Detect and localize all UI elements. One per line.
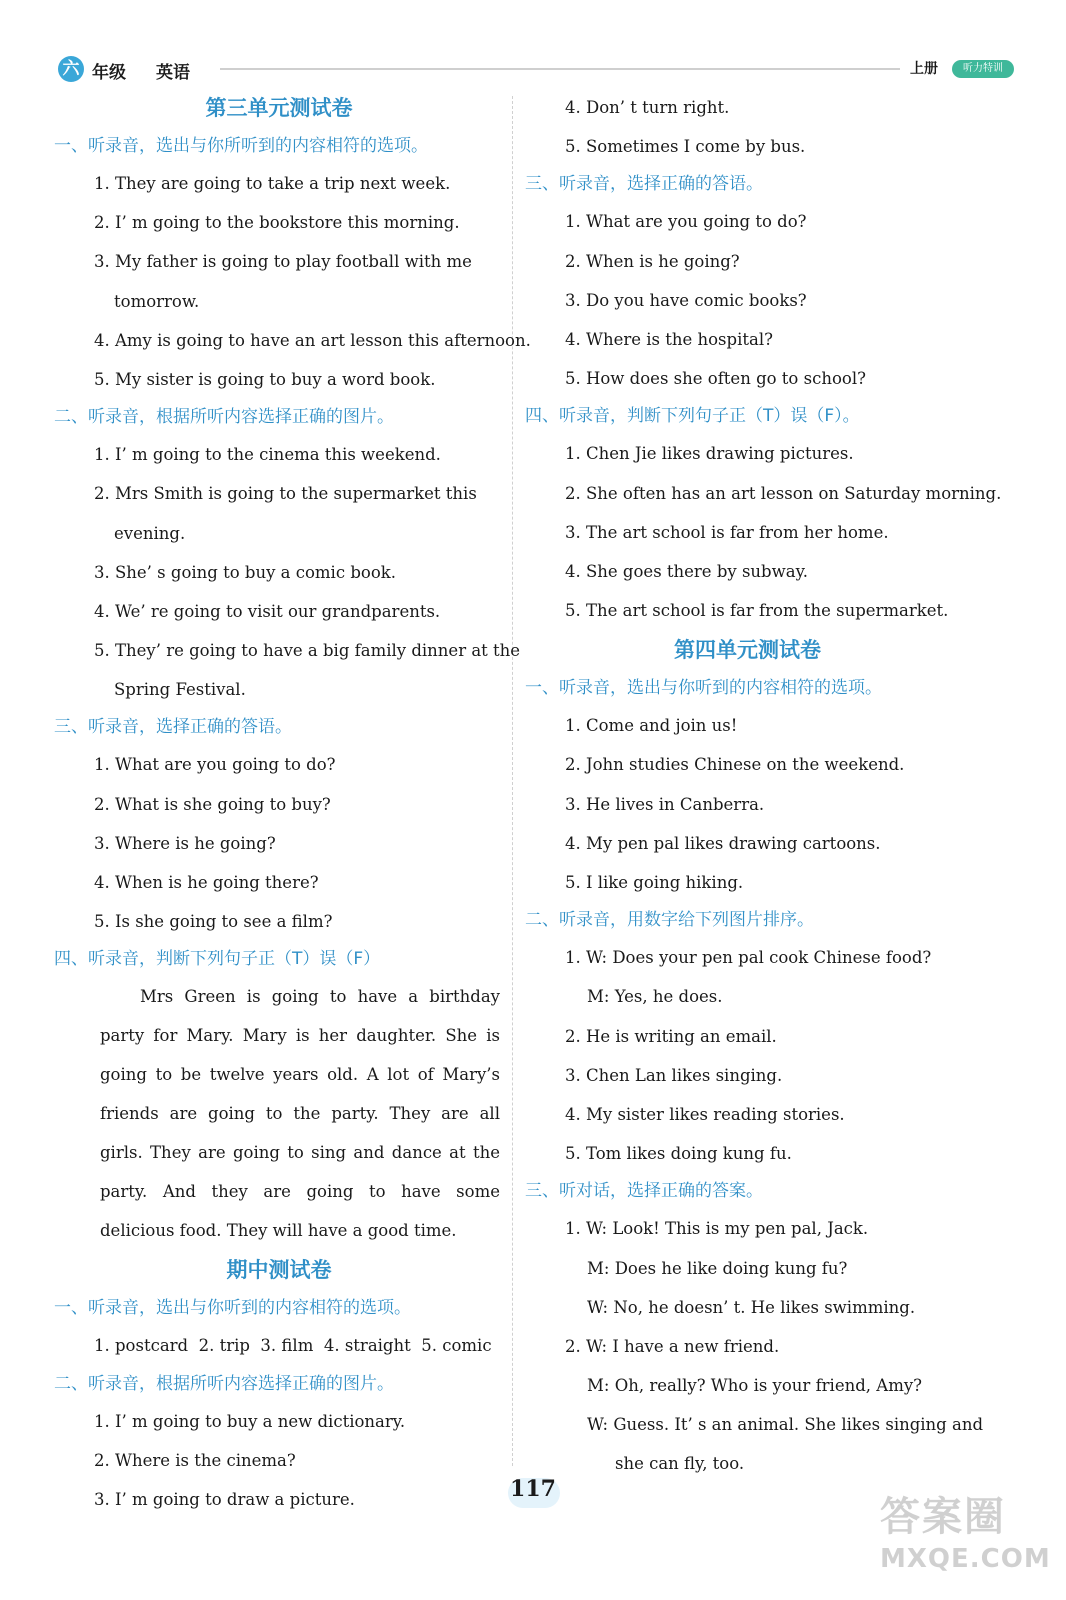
column-divider [512, 96, 513, 1466]
mid-part3-item: 1. What are you going to do? [565, 212, 807, 232]
u4-part2-item: 3. Chen Lan likes singing. [565, 1065, 783, 1085]
u3-part4-passage-text: Mrs Green is going to have a birthday party for Mary. Mary is her daughter. She is going to be twelve years old. A lot of Mary’s friends are going to the party. They are all girls. They are going to sing and dance at the party. And they are going to have some delicious food. They will have a good time. [100, 987, 500, 1241]
mid-part3-item: 2. When is he going? [565, 251, 740, 271]
mid-part4-item: 1. Chen Jie likes drawing pictures. [565, 444, 854, 464]
mid-part4-heading: 四、听录音，判断下列句子正（T）误（F）。 [525, 406, 860, 427]
mid-part4-item: 3. The art school is far from her home. [565, 522, 889, 542]
u4-part3-heading: 三、听对话，选择正确的答案。 [525, 1181, 763, 1202]
brand-badge: 听力特训 [952, 60, 1014, 78]
u3-part2-item: 3. She’ s going to buy a comic book. [94, 562, 396, 582]
mid-part3-item: 3. Do you have comic books? [565, 290, 807, 310]
mid-part4-item: 4. She goes there by subway. [565, 561, 808, 581]
u4-part1-item: 1. Come and join us! [565, 716, 738, 736]
mid-part4-item: 2. She often has an art lesson on Saturday morning. [565, 483, 1002, 503]
u3-part2-item: 4. We’ re going to visit our grandparents. [94, 601, 441, 621]
mid-part2-item: 3. I’ m going to draw a picture. [94, 1489, 355, 1509]
u3-part2-item: 1. I’ m going to the cinema this weekend. [94, 445, 441, 465]
u4-part2-heading: 二、听录音，用数字给下列图片排序。 [525, 910, 814, 931]
u3-part4-passage [54, 977, 500, 1250]
mid-part2-item: 2. Where is the cinema? [94, 1450, 296, 1470]
mid-part2-item: 1. I’ m going to buy a new dictionary. [94, 1411, 406, 1431]
u3-part3-heading: 三、听录音，选择正确的答语。 [54, 717, 292, 738]
u4-part2-dialog-line: M: Yes, he does. [587, 987, 723, 1007]
mid-part3-item: 4. Where is the hospital? [565, 329, 773, 349]
u4-part1-item: 2. John studies Chinese on the weekend. [565, 755, 905, 775]
page-header [52, 56, 1022, 86]
mid-part1-heading: 一、听录音，选出与你听到的内容相符的选项。 [54, 1298, 411, 1319]
mid-part3-item: 5. How does she often go to school? [565, 369, 866, 389]
grade-label: 年级 [92, 63, 126, 83]
u3-part3-item: 2. What is she going to buy? [94, 794, 331, 814]
midterm-title: 期中测试卷 [226, 1257, 332, 1283]
u3-part2-item: 5. They’ re going to have a big family dinner at the [94, 641, 521, 661]
u4-part3-dialog-cont: she can fly, too. [615, 1454, 745, 1474]
u3-part1-item: 1. They are going to take a trip next week. [94, 174, 451, 193]
unit3-title: 第三单元测试卷 [205, 95, 353, 120]
u4-part3-dialog-line: M: Does he like doing kung fu? [587, 1258, 848, 1278]
page-number: 117 [510, 1476, 556, 1502]
u4-part3-dialog-line: M: Oh, really? Who is your friend, Amy? [587, 1376, 923, 1396]
u4-part2-item: 1. W: Does your pen pal cook Chinese food? [565, 948, 932, 968]
u4-part3-item: 1. W: Look! This is my pen pal, Jack. [565, 1219, 869, 1239]
u3-part1-item: 5. My sister is going to buy a word book. [94, 369, 436, 389]
u4-part1-item: 3. He lives in Canberra. [565, 794, 765, 814]
header-rule [220, 68, 900, 70]
u4-part2-item: 2. He is writing an email. [565, 1026, 777, 1046]
u3-part3-item: 4. When is he going there? [94, 873, 319, 892]
u4-part3-dialog-line: W: Guess. It’ s an animal. She likes singing and [587, 1415, 984, 1435]
u3-part1-item: 4. Amy is going to have an art lesson this afternoon. [94, 330, 531, 350]
u3-part1-heading: 一、听录音，选出与你所听到的内容相符的选项。 [54, 136, 428, 156]
u3-part2-heading: 二、听录音，根据所听内容选择正确的图片。 [54, 407, 394, 428]
left-column [54, 88, 531, 1519]
mid-part2-heading: 二、听录音，根据所听内容选择正确的图片。 [54, 1373, 394, 1394]
u3-part3-item: 1. What are you going to do? [94, 755, 336, 775]
watermark [880, 1490, 1051, 1580]
u3-part4-heading: 四、听录音，判断下列句子正（T）误（F） [54, 949, 381, 970]
mid-part1-items: 1. postcard 2. trip 3. film 4. straight 5. comic [94, 1336, 492, 1356]
u3-part2-item: 2. Mrs Smith is going to the supermarket this [94, 484, 477, 504]
mid-part2-item: 4. Don’ t turn right. [565, 98, 730, 117]
u4-part1-item: 4. My pen pal likes drawing cartoons. [565, 833, 881, 853]
mid-part2-item: 5. Sometimes I come by bus. [565, 137, 806, 157]
u3-part2-item-cont: evening. [114, 523, 186, 543]
u3-part3-item: 5. Is she going to see a film? [94, 912, 333, 932]
u3-part2-item-cont: Spring Festival. [114, 680, 246, 700]
u4-part3-item: 2. W: I have a new friend. [565, 1336, 780, 1356]
u3-part3-item: 3. Where is he going? [94, 833, 276, 853]
u4-part1-heading: 一、听录音，选出与你听到的内容相符的选项。 [525, 678, 882, 699]
watermark-url: MXQE.COM [880, 1544, 1051, 1574]
u3-part1-item-cont: tomorrow. [114, 291, 200, 311]
u3-part1-item: 3. My father is going to play football with me [94, 252, 472, 272]
volume-label: 上册 [910, 61, 938, 77]
watermark-logo: 答案圈 [880, 1494, 1006, 1540]
mid-part3-heading: 三、听录音，选择正确的答语。 [525, 174, 763, 195]
u3-part1-item: 2. I’ m going to the bookstore this morning. [94, 213, 460, 233]
mid-part4-item: 5. The art school is far from the supermarket. [565, 601, 949, 621]
u4-part3-dialog-line: W: No, he doesn’ t. He likes swimming. [587, 1297, 916, 1317]
u4-part1-item: 5. I like going hiking. [565, 873, 744, 892]
right-column [525, 88, 1002, 1484]
unit4-title: 第四单元测试卷 [674, 637, 821, 663]
grade-badge: 六 [58, 56, 84, 82]
subject-label: 英语 [156, 63, 190, 83]
u4-part2-item: 5. Tom likes doing kung fu. [565, 1144, 792, 1164]
u4-part2-item: 4. My sister likes reading stories. [565, 1104, 845, 1124]
